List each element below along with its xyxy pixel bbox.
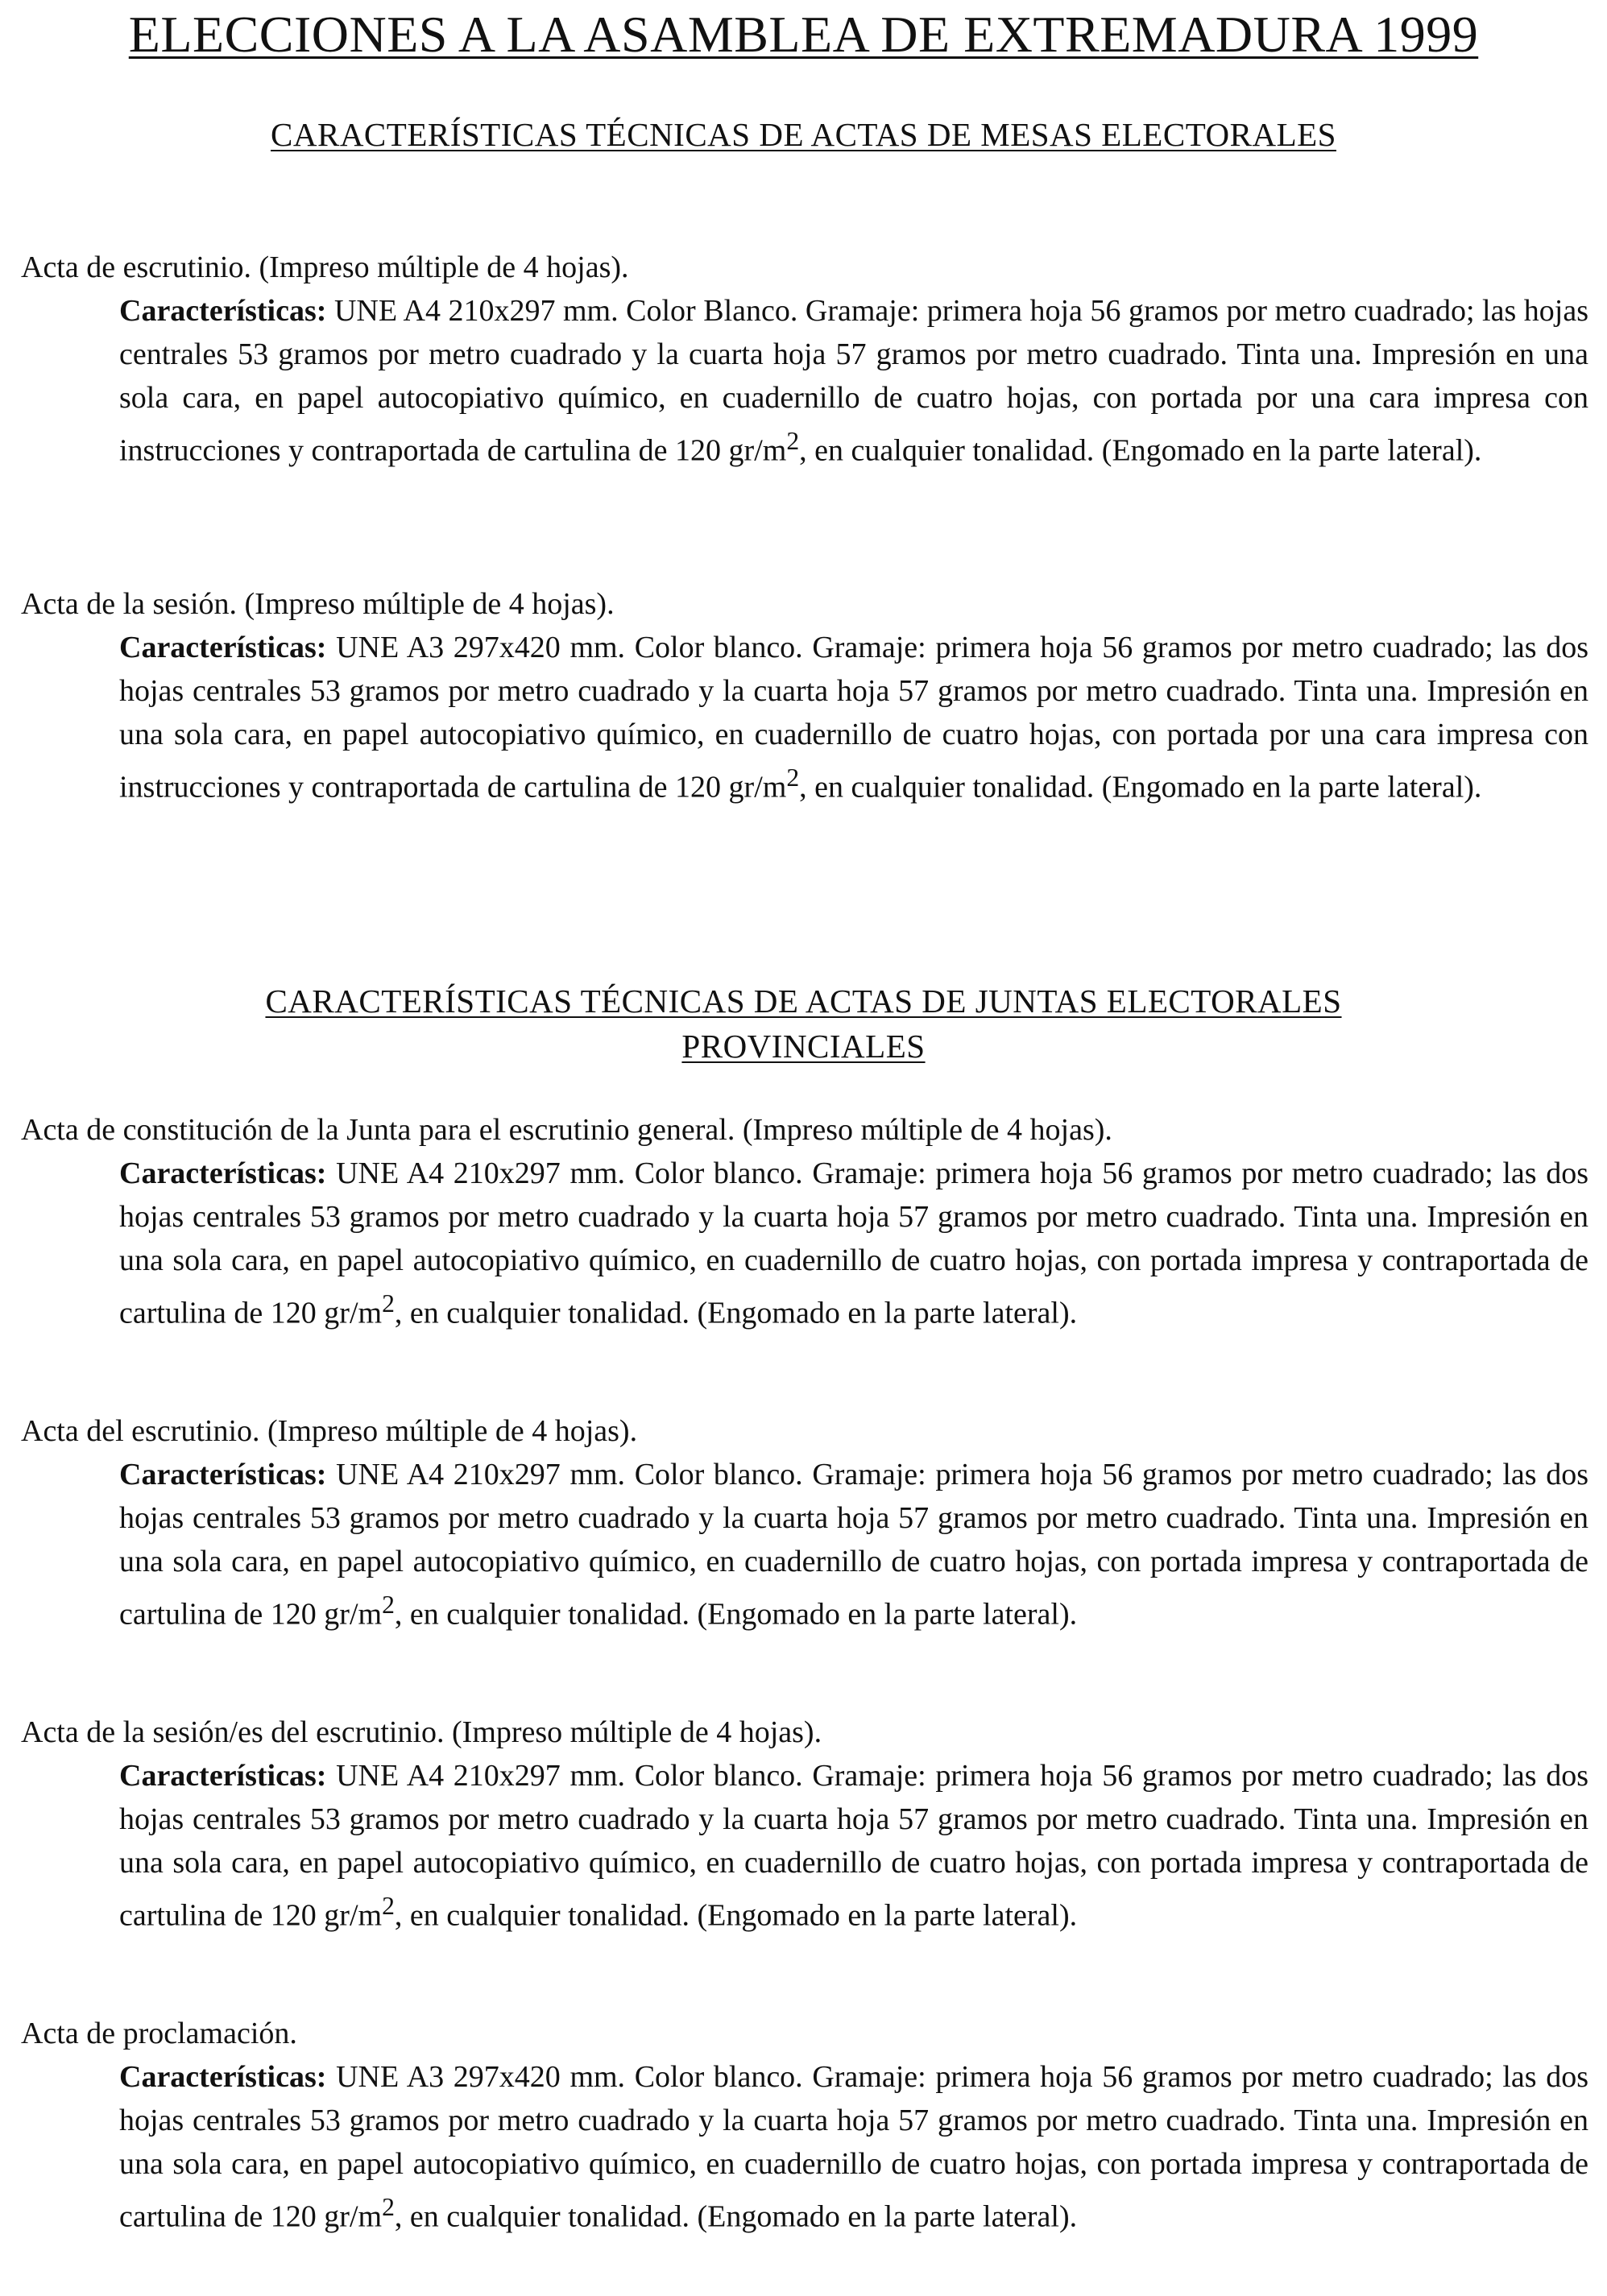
acta-specs-end: , en cualquier tonalidad. (Engomado en la parte lateral). bbox=[799, 433, 1482, 468]
acta-specs: UNE A3 297x420 mm. Color blanco. Gramaje: primera hoja 56 gramos por metro cuadrado; las dos hojas centrales 53 gramos por metro cuadrado y la cuarta hoja 57 gramos por metro cuadrado. Tinta una. Impresión en una sola cara, en papel autocopiativo químico, en cuadernillo de cuatro hojas, con portada por una cara impresa con instrucciones y contraportada de cartulina de 120 gr/m bbox=[119, 631, 1588, 805]
superscript: 2 bbox=[382, 2193, 395, 2221]
document-title: ELECCIONES A LA ASAMBLEA DE EXTREMADURA 1999 bbox=[128, 6, 1479, 63]
acta-item bbox=[21, 246, 1588, 473]
section-title-mesas: CARACTERÍSTICAS TÉCNICAS DE ACTAS DE MESAS ELECTORALES bbox=[271, 116, 1336, 153]
caracteristicas-label: Características: bbox=[119, 631, 327, 664]
acta-specs: UNE A4 210x297 mm. Color blanco. Gramaje: primera hoja 56 gramos por metro cuadrado; las dos hojas centrales 53 gramos por metro cuadrado y la cuarta hoja 57 gramos por metro cuadrado. Tinta una. Impresión en una sola cara, en papel autocopiativo químico, en cuadernillo de cuatro hojas, con portada impresa y contraportada de cartulina de 120 gr/m bbox=[119, 1759, 1588, 1933]
acta-description bbox=[119, 1152, 1588, 1335]
acta-description bbox=[119, 1453, 1588, 1636]
acta-heading: Acta de proclamación. bbox=[21, 2017, 297, 2050]
acta-heading: Acta de la sesión. (Impreso múltiple de 4 hojas). bbox=[21, 587, 615, 621]
section-title-line: PROVINCIALES bbox=[681, 1028, 926, 1065]
acta-heading: Acta de la sesión/es del escrutinio. (Impreso múltiple de 4 hojas). bbox=[21, 1715, 822, 1749]
acta-specs: UNE A3 297x420 mm. Color blanco. Gramaje: primera hoja 56 gramos por metro cuadrado; las dos hojas centrales 53 gramos por metro cuadrado y la cuarta hoja 57 gramos por metro cuadrado. Tinta una. Impresión en una sola cara, en papel autocopiativo químico, en cuadernillo de cuatro hojas, con portada impresa y contraportada de cartulina de 120 gr/m bbox=[119, 2060, 1588, 2234]
caracteristicas-label: Características: bbox=[119, 2060, 327, 2094]
caracteristicas-label: Características: bbox=[119, 1156, 327, 1190]
caracteristicas-label: Características: bbox=[119, 1458, 327, 1491]
acta-item bbox=[21, 2012, 1588, 2239]
acta-specs: UNE A4 210x297 mm. Color blanco. Gramaje: primera hoja 56 gramos por metro cuadrado; las dos hojas centrales 53 gramos por metro cuadrado y la cuarta hoja 57 gramos por metro cuadrado. Tinta una. Impresión en una sola cara, en papel autocopiativo químico, en cuadernillo de cuatro hojas, con portada impresa y contraportada de cartulina de 120 gr/m bbox=[119, 1156, 1588, 1330]
caracteristicas-label: Características: bbox=[119, 294, 327, 328]
acta-item bbox=[21, 1711, 1588, 1938]
acta-specs-end: , en cualquier tonalidad. (Engomado en la parte lateral). bbox=[394, 1597, 1078, 1632]
acta-specs: UNE A4 210x297 mm. Color Blanco. Gramaje: primera hoja 56 gramos por metro cuadrado; las hojas centrales 53 gramos por metro cuadrado y la cuarta hoja 57 gramos por metro cuadrado. Tinta una. Impresión en una sola cara, en papel autocopiativo químico, en cuadernillo de cuatro hojas, con portada por una cara impresa con instrucciones y contraportada de cartulina de 120 gr/m bbox=[119, 294, 1588, 468]
acta-item bbox=[21, 1108, 1588, 1335]
acta-item bbox=[21, 582, 1588, 809]
superscript: 2 bbox=[382, 1892, 395, 1920]
acta-description bbox=[119, 626, 1588, 809]
section-title-line: CARACTERÍSTICAS TÉCNICAS DE ACTAS DE JUNTAS ELECTORALES bbox=[265, 983, 1342, 1020]
acta-specs-end: , en cualquier tonalidad. (Engomado en la parte lateral). bbox=[394, 1898, 1078, 1933]
acta-specs-end: , en cualquier tonalidad. (Engomado en la parte lateral). bbox=[799, 770, 1482, 805]
acta-specs-end: , en cualquier tonalidad. (Engomado en la parte lateral). bbox=[394, 1296, 1078, 1330]
acta-item bbox=[21, 1409, 1588, 1636]
superscript: 2 bbox=[382, 1289, 395, 1318]
acta-heading: Acta de escrutinio. (Impreso múltiple de 4 hojas). bbox=[21, 250, 629, 284]
section-title-juntas bbox=[0, 978, 1607, 1069]
acta-description bbox=[119, 1754, 1588, 1938]
acta-description bbox=[119, 289, 1588, 473]
caracteristicas-label: Características: bbox=[119, 1759, 327, 1793]
acta-specs: UNE A4 210x297 mm. Color blanco. Gramaje: primera hoja 56 gramos por metro cuadrado; las dos hojas centrales 53 gramos por metro cuadrado y la cuarta hoja 57 gramos por metro cuadrado. Tinta una. Impresión en una sola cara, en papel autocopiativo químico, en cuadernillo de cuatro hojas, con portada impresa y contraportada de cartulina de 120 gr/m bbox=[119, 1458, 1588, 1632]
superscript: 2 bbox=[382, 1591, 395, 1619]
acta-heading: Acta del escrutinio. (Impreso múltiple de 4 hojas). bbox=[21, 1414, 638, 1448]
acta-specs-end: , en cualquier tonalidad. (Engomado en la parte lateral). bbox=[394, 2199, 1078, 2234]
acta-description bbox=[119, 2055, 1588, 2239]
acta-heading: Acta de constitución de la Junta para el escrutinio general. (Impreso múltiple de 4 hojas). bbox=[21, 1113, 1112, 1147]
superscript: 2 bbox=[786, 763, 800, 792]
superscript: 2 bbox=[786, 427, 800, 455]
